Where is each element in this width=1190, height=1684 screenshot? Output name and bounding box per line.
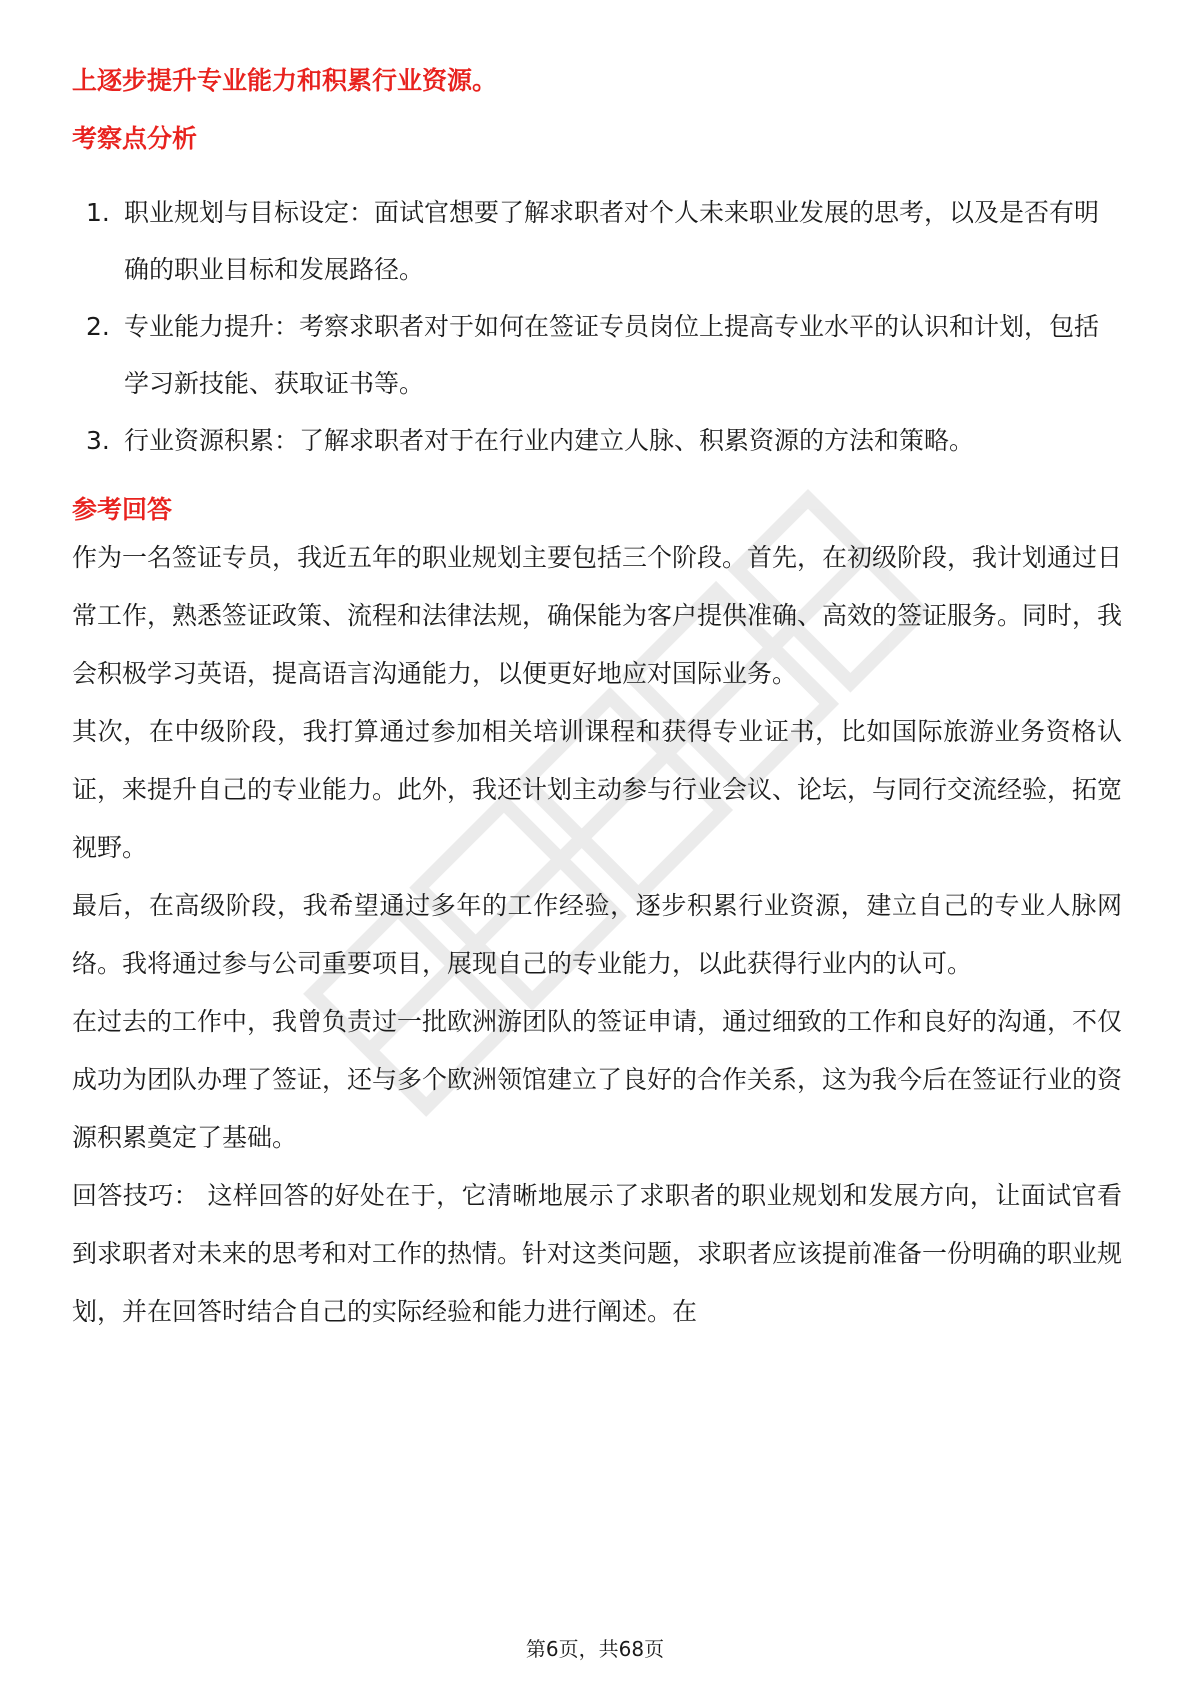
document-body (72, 48, 1122, 1341)
analysis-item-text: 职业规划与目标设定：面试官想要了解求职者对个人未来职业发展的思考，以及是否有明确的职业目标和发展路径。 (124, 198, 1100, 284)
analysis-heading: 考察点分析 (72, 124, 198, 153)
analysis-item (72, 298, 1122, 412)
analysis-item-number: 1. (86, 198, 110, 227)
answer-paragraph: 作为一名签证专员，我近五年的职业规划主要包括三个阶段。首先，在初级阶段，我计划通过日常工作，熟悉签证政策、流程和法律法规，确保能为客户提供准确、高效的签证服务。同时，我会积极学习英语，提高语言沟通能力，以便更好地应对国际业务。 (72, 543, 1123, 688)
analysis-item-text: 行业资源积累：了解求职者对于在行业内建立人脉、积累资源的方法和策略。 (124, 426, 975, 455)
page-number-footer: 第6页，共68页 (525, 1637, 665, 1661)
analysis-item (72, 412, 1122, 469)
analysis-item (72, 184, 1122, 298)
analysis-item-number: 3. (86, 426, 110, 455)
answer-paragraph: 在过去的工作中，我曾负责过一批欧洲游团队的签证申请，通过细致的工作和良好的沟通，不仅成功为团队办理了签证，还与多个欧洲领馆建立了良好的合作关系，这为我今后在签证行业的资源积累奠定了基础。 (72, 1007, 1123, 1152)
answer-paragraph: 最后，在高级阶段，我希望通过多年的工作经验，逐步积累行业资源，建立自己的专业人脉网络。我将通过参与公司重要项目，展现自己的专业能力，以此获得行业内的认可。 (72, 891, 1122, 978)
analysis-item-number: 2. (86, 312, 110, 341)
answer-paragraph: 其次，在中级阶段，我打算通过参加相关培训课程和获得专业证书，比如国际旅游业务资格认证，来提升自己的专业能力。此外，我还计划主动参与行业会议、论坛，与同行交流经验，拓宽视野。 (72, 717, 1123, 862)
answer-heading: 参考回答 (72, 495, 173, 524)
analysis-item-text: 专业能力提升：考察求职者对于如何在签证专员岗位上提高专业水平的认识和计划，包括学习新技能、获取证书等。 (124, 312, 1100, 398)
lead-line: 上逐步提升专业能力和积累行业资源。 (72, 66, 498, 95)
analysis-list (72, 184, 1122, 469)
answer-tips-paragraph: 回答技巧： 这样回答的好处在于，它清晰地展示了求职者的职业规划和发展方向，让面试官看到求职者对未来的思考和对工作的热情。针对这类问题，求职者应该提前准备一份明确的职业规划，并在回答时结合自己的实际经验和能力进行阐述。在 (72, 1181, 1123, 1326)
